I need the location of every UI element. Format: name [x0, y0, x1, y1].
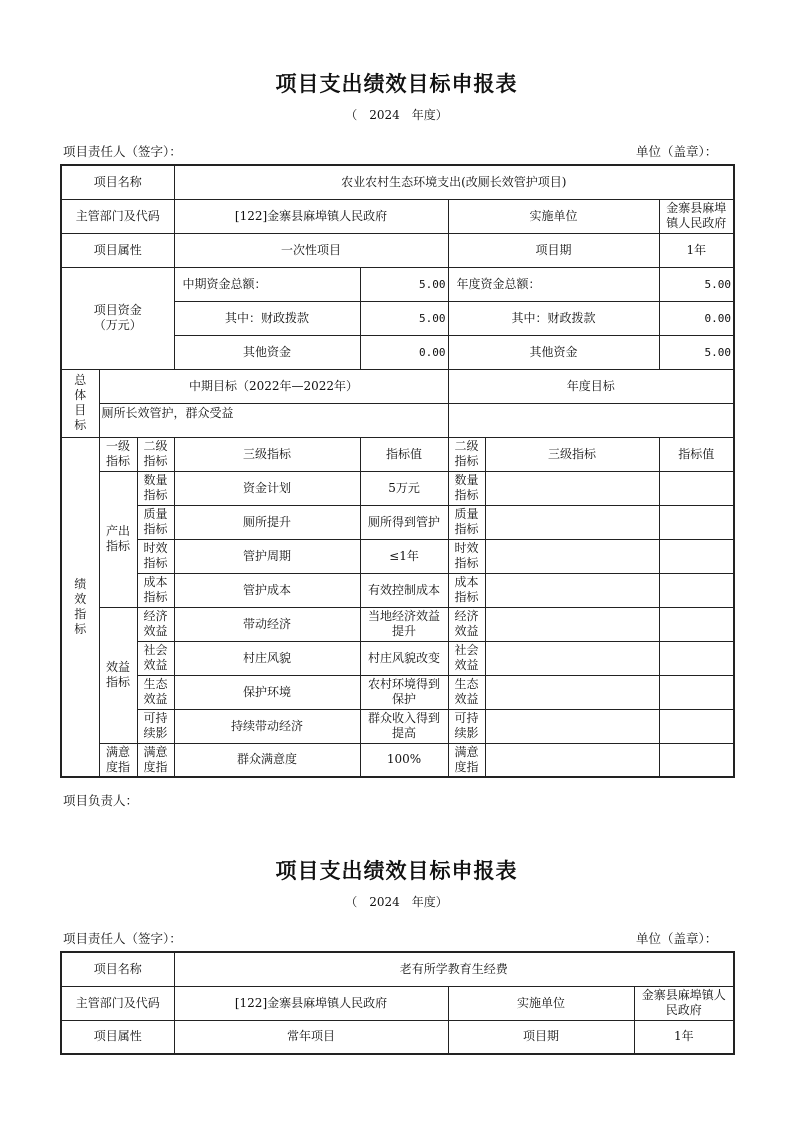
col-valr-header: 指标值 — [659, 437, 734, 471]
project-name-label: 项目名称 — [61, 165, 174, 199]
project-name-value: 农业农村生态环境支出(改厕长效管护项目) — [174, 165, 734, 199]
attr-label: 项目属性 — [61, 1020, 174, 1054]
row-l3r — [485, 607, 659, 641]
row-l2r: 生态效益 — [448, 675, 485, 709]
row-l3r — [485, 743, 659, 777]
perf-label: 绩效指标 — [61, 437, 99, 777]
form2-unit-label: 单位（盖章）： — [636, 931, 718, 946]
row-val: 村庄风貌改变 — [360, 641, 448, 675]
dept-label: 主管部门及代码 — [61, 199, 174, 233]
col-l3r-header: 三级指标 — [485, 437, 659, 471]
mid-total-label: 中期资金总额： — [174, 267, 360, 301]
row-valr — [659, 573, 734, 607]
row-l2: 成本指标 — [137, 573, 174, 607]
col-l1-header: 一级指标 — [99, 437, 137, 471]
form2-responsible-label: 项目责任人（签字）： — [63, 931, 182, 946]
row-l2: 可持续影 — [137, 709, 174, 743]
col-val-header: 指标值 — [360, 437, 448, 471]
row-valr — [659, 607, 734, 641]
impl-label: 实施单位 — [448, 986, 634, 1020]
form1-title: 项目支出绩效目标申报表 — [275, 71, 518, 96]
dept-value: [122]金寨县麻埠镇人民政府 — [174, 986, 448, 1020]
row-l2: 生态效益 — [137, 675, 174, 709]
row-valr — [659, 471, 734, 505]
period-label: 项目期 — [448, 233, 659, 267]
row-val: 群众收入得到提高 — [360, 709, 448, 743]
row-l2r: 经济效益 — [448, 607, 485, 641]
row-l3r — [485, 641, 659, 675]
row-l2: 质量指标 — [137, 505, 174, 539]
overall-goal-label: 总体目标 — [61, 369, 99, 437]
mid-fiscal-value: 5.00 — [360, 301, 448, 335]
form1-unit-label: 单位（盖章）： — [636, 144, 718, 159]
mid-goal-text: 厕所长效管护，群众受益 — [99, 403, 448, 437]
dept-label: 主管部门及代码 — [61, 986, 174, 1020]
row-l2r: 可持续影 — [448, 709, 485, 743]
period-value: 1年 — [659, 233, 734, 267]
row-l3: 厕所提升 — [174, 505, 360, 539]
row-l3: 群众满意度 — [174, 743, 360, 777]
mid-goal-label: 中期目标（2022年—2022年） — [99, 369, 448, 403]
row-l2r: 社会效益 — [448, 641, 485, 675]
row-valr — [659, 539, 734, 573]
form1-leader-label: 项目负责人： — [63, 793, 139, 808]
row-l3r — [485, 471, 659, 505]
attr-value: 常年项目 — [174, 1020, 448, 1054]
row-l2: 经济效益 — [137, 607, 174, 641]
row-l3: 保护环境 — [174, 675, 360, 709]
row-l2r: 质量指标 — [448, 505, 485, 539]
row-val: 有效控制成本 — [360, 573, 448, 607]
row-l3r — [485, 539, 659, 573]
project-name-label: 项目名称 — [61, 952, 174, 986]
row-l3: 管护周期 — [174, 539, 360, 573]
year-goal-text — [448, 403, 734, 437]
impl-value: 金寨县麻埠镇人民政府 — [634, 986, 734, 1020]
row-val: 5万元 — [360, 471, 448, 505]
year-other-label: 其他资金 — [448, 335, 659, 369]
output-label: 产出指标 — [99, 471, 137, 607]
year-fiscal-label: 其中：财政拨款 — [448, 301, 659, 335]
mid-total-value: 5.00 — [360, 267, 448, 301]
attr-label: 项目属性 — [61, 233, 174, 267]
row-l3: 资金计划 — [174, 471, 360, 505]
year-total-label: 年度资金总额： — [448, 267, 659, 301]
project-name-value: 老有所学教育生经费 — [174, 952, 734, 986]
mid-other-label: 其他资金 — [174, 335, 360, 369]
row-l2r: 时效指标 — [448, 539, 485, 573]
row-val: 农村环境得到保护 — [360, 675, 448, 709]
row-valr — [659, 675, 734, 709]
year-fiscal-value: 0.00 — [659, 301, 734, 335]
row-l2: 社会效益 — [137, 641, 174, 675]
row-l3: 持续带动经济 — [174, 709, 360, 743]
mid-other-value: 0.00 — [360, 335, 448, 369]
impl-value: 金寨县麻埠镇人民政府 — [659, 199, 734, 233]
year-goal-label: 年度目标 — [448, 369, 734, 403]
dept-value: [122]金寨县麻埠镇人民政府 — [174, 199, 448, 233]
year-total-value: 5.00 — [659, 267, 734, 301]
col-l2-header: 二级指标 — [137, 437, 174, 471]
row-valr — [659, 743, 734, 777]
attr-value: 一次性项目 — [174, 233, 448, 267]
row-val: 当地经济效益提升 — [360, 607, 448, 641]
row-l2: 数量指标 — [137, 471, 174, 505]
row-l2: 时效指标 — [137, 539, 174, 573]
row-l3r — [485, 675, 659, 709]
row-l3: 管护成本 — [174, 573, 360, 607]
row-val: 厕所得到管护 — [360, 505, 448, 539]
mid-fiscal-label: 其中：财政拨款 — [174, 301, 360, 335]
benefit-label: 效益指标 — [99, 607, 137, 743]
period-label: 项目期 — [448, 1020, 634, 1054]
form2-year: （ 2024 年度） — [345, 895, 448, 909]
col-l3-header: 三级指标 — [174, 437, 360, 471]
funds-label: 项目资金（万元） — [61, 267, 174, 369]
row-val: ≤1年 — [360, 539, 448, 573]
form1-responsible-label: 项目责任人（签字）： — [63, 144, 182, 159]
form1-table — [60, 164, 735, 778]
impl-label: 实施单位 — [448, 199, 659, 233]
row-l2r: 数量指标 — [448, 471, 485, 505]
row-l2: 满意度指 — [137, 743, 174, 777]
row-valr — [659, 505, 734, 539]
row-l2r: 满意度指 — [448, 743, 485, 777]
row-l3r — [485, 573, 659, 607]
row-valr — [659, 641, 734, 675]
row-l3: 带动经济 — [174, 607, 360, 641]
period-value: 1年 — [634, 1020, 734, 1054]
form2-title: 项目支出绩效目标申报表 — [275, 858, 518, 883]
form1-year: （ 2024 年度） — [345, 108, 448, 122]
year-other-value: 5.00 — [659, 335, 734, 369]
row-val: 100% — [360, 743, 448, 777]
satis-l1: 满意度指 — [99, 743, 137, 777]
row-l2r: 成本指标 — [448, 573, 485, 607]
row-l3r — [485, 505, 659, 539]
row-l3: 村庄风貌 — [174, 641, 360, 675]
row-valr — [659, 709, 734, 743]
form2-table — [60, 951, 735, 1055]
col-l2r-header: 二级指标 — [448, 437, 485, 471]
row-l3r — [485, 709, 659, 743]
